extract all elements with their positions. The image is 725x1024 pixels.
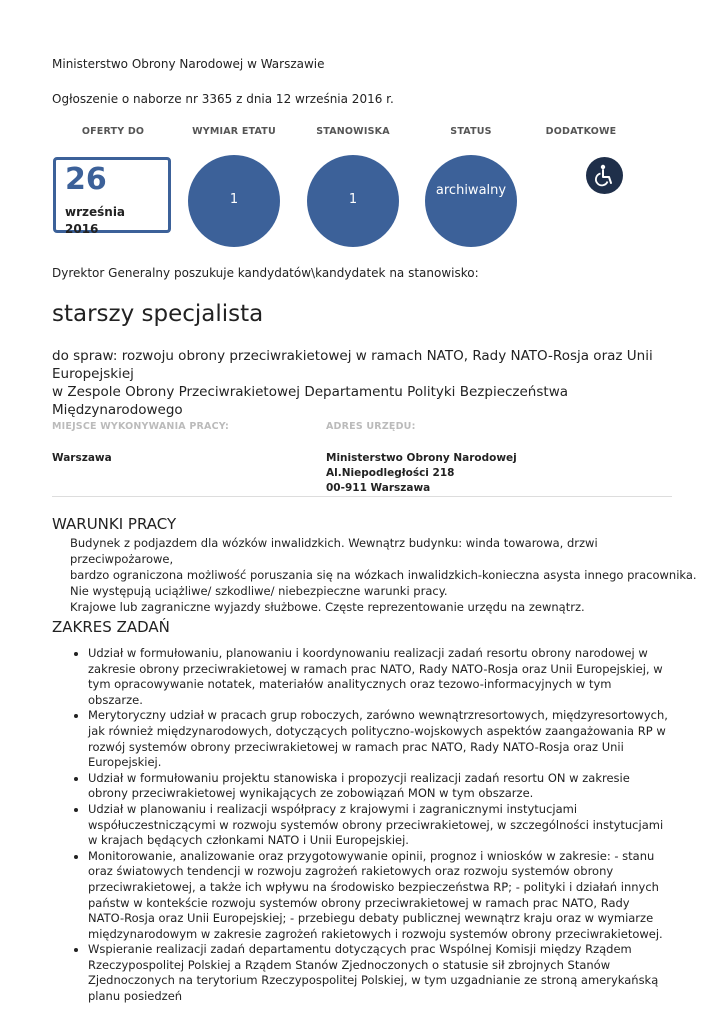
positions-circle — [307, 155, 399, 247]
status-circle — [425, 155, 517, 247]
workplace-label: MIEJSCE WYKONYWANIA PRACY: — [52, 421, 230, 432]
scope-line-3: w Zespole Obrony Przeciwrakietowej Departamentu Polityki Bezpieczeństwa Międzynarodowego — [52, 384, 569, 418]
office-address — [326, 451, 517, 496]
conditions-title: WARUNKI PRACY — [52, 515, 177, 533]
conditions-line: bardzo ograniczona możliwość poruszania się na wózkach inwalidzkich-konieczna asysta innego pracownika. — [70, 568, 697, 582]
scope-line-1: do spraw: rozwoju obrony przeciwrakietowej w ramach NATO, Rady NATO-Rosja oraz Unii — [52, 348, 653, 364]
position-title: starszy specjalista — [52, 301, 264, 327]
conditions-line: Nie występują uciążliwe/ szkodliwe/ niebezpieczne warunki pracy. — [70, 584, 448, 598]
conditions-line: Budynek z podjazdem dla wózków inwalidzkich. Wewnątrz budynku: winda towarowa, drzwi przeciwpożarowe, — [70, 536, 598, 566]
office-label: ADRES URZĘDU: — [326, 421, 416, 432]
conditions-line: Krajowe lub zagraniczne wyjazdy służbowe. Częste reprezentowanie urzędu na zewnątrz. — [70, 600, 585, 614]
deadline-box — [53, 157, 171, 236]
header-status: STATUS — [450, 126, 492, 137]
office-line-2: Al.Niepodległości 218 — [326, 467, 455, 479]
tasks-list — [70, 646, 668, 1005]
list-item: • Wspieranie realizacji zadań departamentu dotyczących prac Wspólnej Komisji między Rządem Rzeczypospolitej Polskiej a Rządem Stanów Zjednoczonych o statusie sił zbrojnych Stanów Zjednoczonych na terytorium Rzeczypospolitej Polskiej, w tym uzgadnianie ze stroną amerykańską planu posiedzeń — [88, 942, 668, 1004]
divider — [52, 496, 672, 497]
office-line-3: 00-911 Warszawa — [326, 482, 431, 494]
tasks-list-container — [70, 646, 668, 1005]
positions-value: 1 — [348, 192, 358, 207]
fte-value: 1 — [229, 192, 239, 207]
deadline-day: 26 — [65, 162, 107, 197]
list-item: • Monitorowanie, analizowanie oraz przygotowywanie opinii, prognoz i wniosków w zakresie: - stanu oraz światowych tendencji w rozwoju zagrożeń rakietowych oraz rozwoju systemów obrony przeciwrakietowej, a także ich wpływu na środowisko bezpieczeństwa RP; - polityki i działań innych państw w kontekście rozwoju systemów obrony przeciwrakietowej w ramach prac NATO, Rady NATO-Rosja oraz Unii Europejskiej; - przebiegu debaty publicznej wewnątrz kraju oraz w wymiarze międzynarodowym w zakresie zagrożeń rakietowych i rozwoju systemów obrony przeciwrakietowej. — [88, 849, 668, 943]
intro-text: Dyrektor Generalny poszukuje kandydatów\kandydatek na stanowisko: — [52, 266, 479, 280]
workplace-value: Warszawa — [52, 452, 112, 464]
status-value: archiwalny — [435, 183, 507, 198]
tasks-title: ZAKRES ZADAŃ — [52, 618, 170, 636]
list-item: • Merytoryczny udział w pracach grup roboczych, zarówno wewnątrzresortowych, międzyresortowych, jak również międzynarodowych, dotyczących polityczno-wojskowych aspektów zaangażowania RP w rozwój systemów obrony przeciwrakietowej w ramach prac NATO, Rady NATO-Rosja oraz Unii Europejskiej. — [88, 708, 668, 770]
position-scope — [52, 347, 692, 419]
deadline-month: września — [65, 205, 126, 219]
header-extra: DODATKOWE — [545, 126, 617, 137]
deadline-year: 2016 — [65, 222, 99, 236]
announcement-title: Ogłoszenie o naborze nr 3365 z dnia 12 września 2016 r. — [52, 92, 394, 106]
scope-line-2: Europejskiej — [52, 366, 134, 382]
deadline-month-year — [65, 204, 125, 238]
fte-circle — [188, 155, 280, 247]
list-item: • Udział w formułowaniu, planowaniu i koordynowaniu realizacji zadań resortu obrony narodowej w zakresie obrony przeciwrakietowej w ramach prac NATO, Rady NATO-Rosja oraz Unii Europejskiej, w tym opracowywanie notatek, materiałów analitycznych oraz tezowo-informacyjnych w tym obszarze. — [88, 646, 668, 708]
ministry-name: Ministerstwo Obrony Narodowej w Warszawie — [52, 57, 325, 71]
header-fte: WYMIAR ETATU — [192, 126, 276, 137]
wheelchair-icon — [586, 157, 623, 194]
list-item: • Udział w planowaniu i realizacji współpracy z krajowymi i zagranicznymi instytucjami współuczestniczącymi w rozwoju systemów obrony przeciwrakietowej, w szczególności instytucjami w krajach będących członkami NATO i Unii Europejskiej. — [88, 802, 668, 849]
header-deadline: OFERTY DO — [81, 126, 145, 137]
conditions-text — [70, 535, 700, 615]
header-positions: STANOWISKA — [316, 126, 390, 137]
office-line-1: Ministerstwo Obrony Narodowej — [326, 452, 517, 464]
list-item: • Udział w formułowaniu projektu stanowiska i propozycji realizacji zadań resortu ON w zakresie obrony przeciwrakietowej wynikających ze zobowiązań MON w tym obszarze. — [88, 771, 668, 802]
